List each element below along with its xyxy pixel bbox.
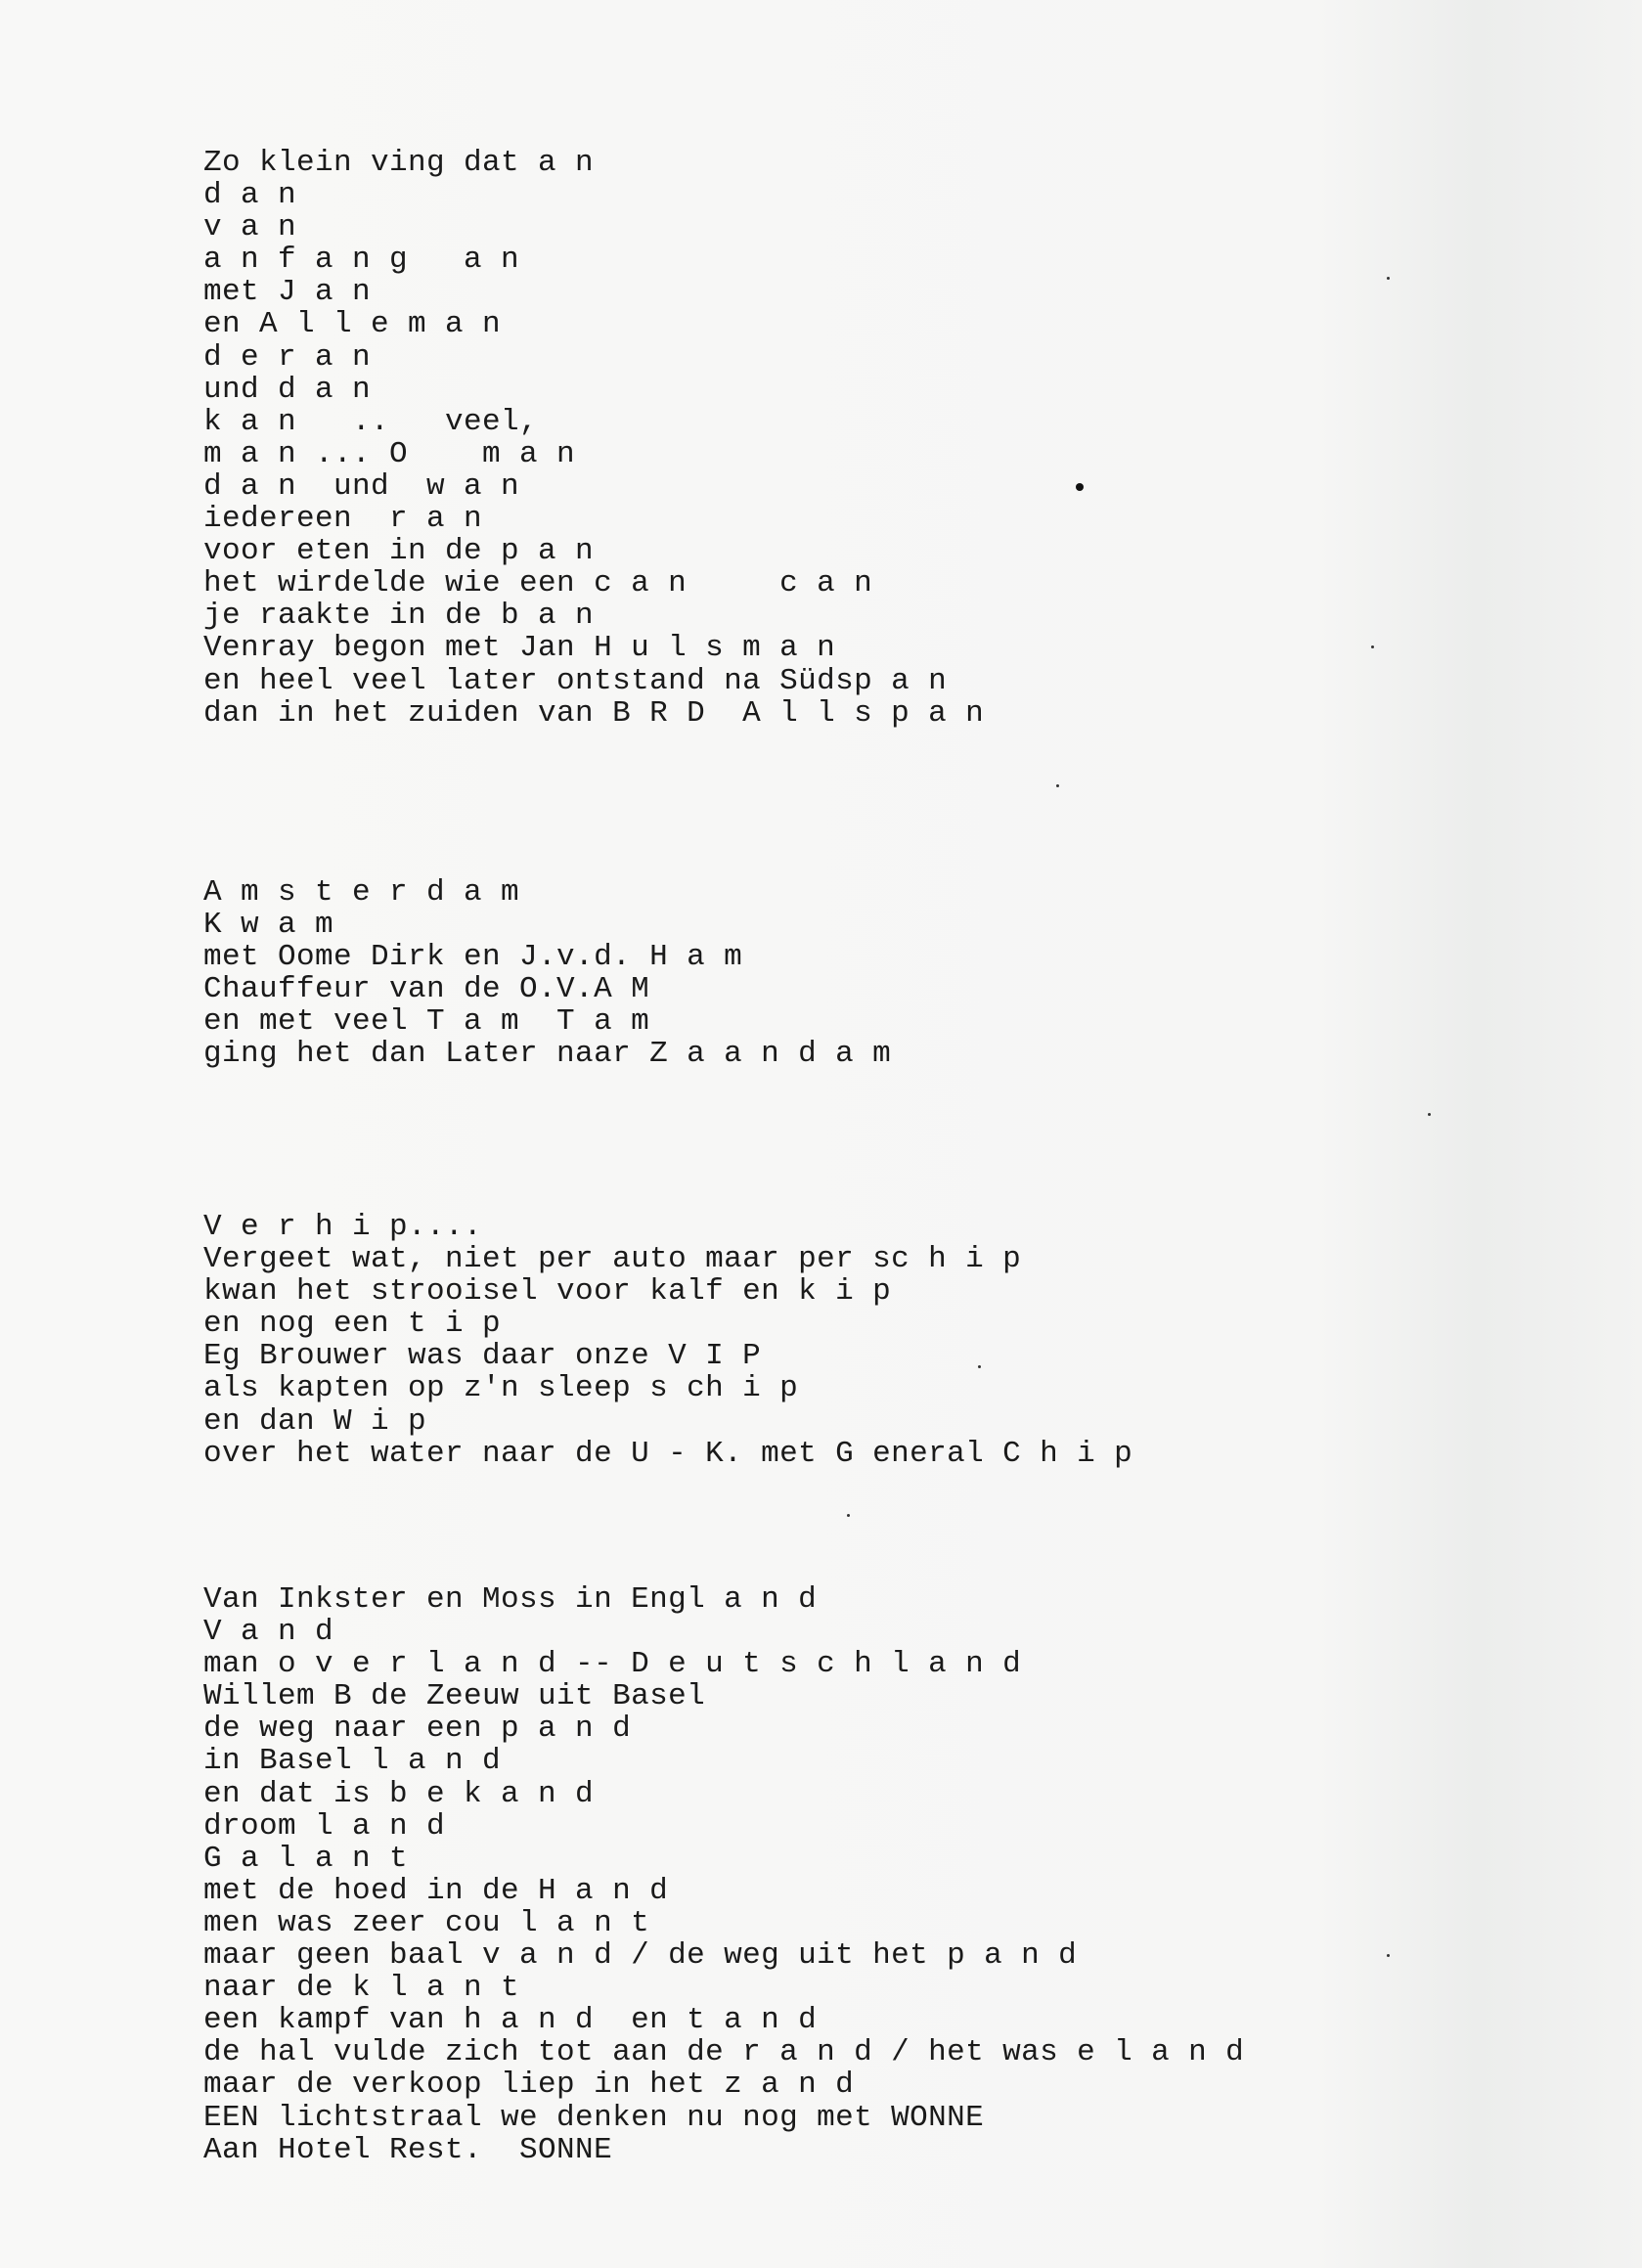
- poem-line: v a n: [203, 210, 297, 245]
- poem-line: en dat is b e k a n d: [203, 1776, 595, 1811]
- dust-speck: [1387, 277, 1390, 280]
- poem-line: ging het dan Later naar Z a a n d a m: [203, 1037, 892, 1072]
- poem-line: naar de k l a n t: [203, 1971, 520, 2006]
- poem-line: maar geen baal v a n d / de weg uit het p a n d: [203, 1938, 1078, 1974]
- stanza-4: [203, 1583, 1244, 2166]
- poem-line: a n f a n g a n: [203, 243, 520, 278]
- poem-line: de hal vulde zich tot aan de r a n d / het was e l a n d: [203, 2035, 1245, 2070]
- poem-line: over het water naar de U - K. met G eneral C h i p: [203, 1436, 1133, 1471]
- poem-line: en met veel T a m T a m: [203, 1004, 650, 1040]
- poem-line: kwan het strooisel voor kalf en k i p: [203, 1274, 892, 1310]
- poem-line: je raakte in de b a n: [203, 599, 595, 634]
- poem-line: Van Inkster en Moss in Engl a n d: [203, 1582, 818, 1617]
- dust-speck: [978, 1365, 981, 1368]
- poem-line: met Oome Dirk en J.v.d. H a m: [203, 940, 743, 975]
- poem-line: met J a n: [203, 275, 372, 310]
- poem-line: Chauffeur van de O.V.A M: [203, 972, 650, 1007]
- poem-line: als kapten op z'n sleep s ch i p: [203, 1371, 799, 1406]
- poem-line: Vergeet wat, niet per auto maar per sc h i p: [203, 1242, 1022, 1277]
- poem-line: een kampf van h a n d en t a n d: [203, 2003, 818, 2038]
- dust-speck: [847, 1514, 850, 1517]
- poem-line: man o v e r l a n d -- D e u t s c h l a n d: [203, 1647, 1022, 1682]
- poem-line: k a n .. veel,: [203, 404, 539, 439]
- poem-line: V e r h i p....: [203, 1210, 483, 1244]
- poem-line: d a n und w a n: [203, 468, 520, 504]
- poem-line: G a l a n t: [203, 1841, 409, 1876]
- dust-speck: [1056, 784, 1059, 787]
- poem-line: d a n: [203, 178, 297, 213]
- ink-dot: [1076, 483, 1084, 491]
- poem-line: de weg naar een p a n d: [203, 1712, 632, 1747]
- poem-line: en A l l e m a n: [203, 307, 502, 342]
- poem-line: m a n ... O m a n: [203, 436, 576, 471]
- poem-line: EEN lichtstraal we denken nu nog met WONNE: [203, 2100, 985, 2135]
- poem-line: V a n d: [203, 1615, 334, 1650]
- poem-line: droom l a n d: [203, 1808, 446, 1844]
- poem-line: dan in het zuiden van B R D A l l s p a n: [203, 695, 985, 731]
- poem-line: maar de verkoop liep in het z a n d: [203, 2068, 855, 2103]
- poem-line: en heel veel later ontstand na Südsp a n: [203, 663, 948, 698]
- stanza-1: [203, 147, 984, 730]
- poem-line: Venray begon met Jan H u l s m a n: [203, 631, 836, 666]
- dust-speck: [1428, 1113, 1431, 1116]
- poem-line: Zo klein ving dat a n: [203, 146, 595, 180]
- poem-line: het wirdelde wie een c a n c a n: [203, 566, 873, 601]
- poem-line: iedereen r a n: [203, 502, 483, 537]
- stanza-3: [203, 1211, 1132, 1470]
- poem-line: met de hoed in de H a n d: [203, 1873, 669, 1908]
- dust-speck: [1387, 1954, 1390, 1957]
- poem-line: d e r a n: [203, 339, 372, 375]
- poem-line: Aan Hotel Rest. SONNE: [203, 2132, 613, 2167]
- poem-line: Eg Brouwer was daar onze V I P: [203, 1339, 762, 1374]
- poem-line: in Basel l a n d: [203, 1744, 502, 1779]
- stanza-2: [203, 876, 891, 1071]
- poem-line: men was zeer cou l a n t: [203, 1905, 650, 1940]
- poem-line: und d a n: [203, 372, 372, 407]
- poem-line: K w a m: [203, 908, 334, 943]
- dust-speck: [1371, 645, 1374, 648]
- poem-line: en nog een t i p: [203, 1307, 502, 1342]
- poem-line: en dan W i p: [203, 1403, 427, 1439]
- poem-line: Willem B de Zeeuw uit Basel: [203, 1679, 706, 1714]
- poem-line: A m s t e r d a m: [203, 875, 520, 910]
- poem-line: voor eten in de p a n: [203, 534, 595, 569]
